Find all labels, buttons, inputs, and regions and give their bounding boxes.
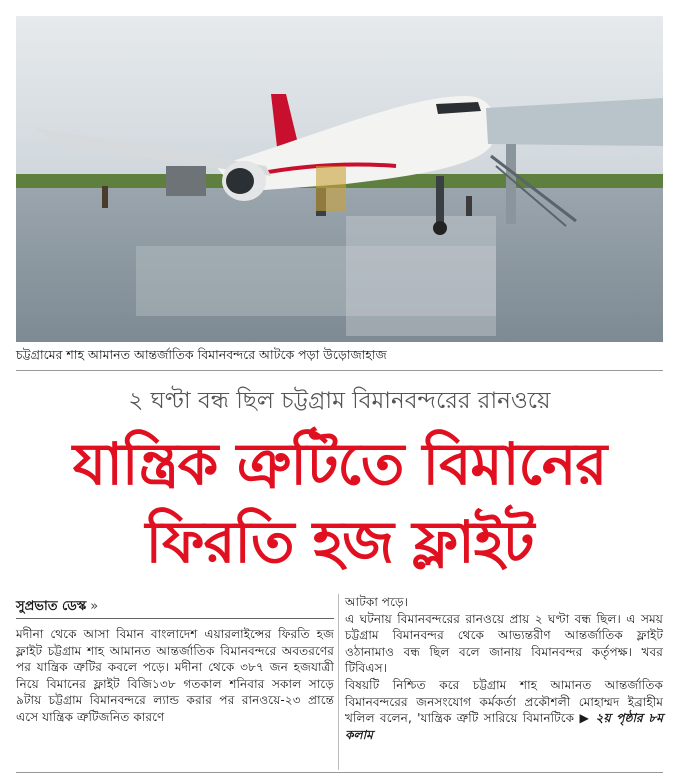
photo-caption: চট্টগ্রামের শাহ আমানত আন্তর্জাতিক বিমানবন্দরে আটকে পড়া উড়োজাহাজ <box>16 347 387 362</box>
byline <box>16 598 98 616</box>
body-paragraph: মদীনা থেকে আসা বিমান বাংলাদেশ এয়ারলাইন্সের ফিরতি হজ ফ্লাইট চট্টগ্রাম শাহ আমানত আন্তর্জাতিক বিমানবন্দরে অবতরণের পর যান্ত্রিক ত্রুটির কবলে পড়ে। মদীনা থেকে ৩৮৭ জন হজযাত্রী নিয়ে বিমানের ফ্লাইট বিজি১৩৮ গতকাল শনিবার সকাল সাড়ে ৯টায় চট্টগ্রাম বিমানবন্দরে ল্যান্ড করার পর রানওয়ে-২৩ প্রান্তে এসে যান্ত্রিক ত্রুটিজনিত কারণে <box>16 627 334 724</box>
news-photo <box>16 16 663 342</box>
aircraft-on-wet-tarmac-image <box>16 16 663 342</box>
article-column-left <box>16 626 334 726</box>
kicker-headline: ২ ঘণ্টা বন্ধ ছিল চট্টগ্রাম বিমানবন্দরের রানওয়ে <box>128 388 551 414</box>
byline-marker: » <box>90 599 99 614</box>
article-column-right <box>345 594 663 743</box>
continued-arrow-icon: ▶ <box>579 711 591 726</box>
column-divider <box>338 594 339 770</box>
byline-text: সুপ্রভাত ডেস্ক <box>16 599 87 614</box>
continued-reference[interactable]: ২য় পৃষ্ঠার ৮ম কলাম <box>345 711 664 742</box>
body-text: বিষয়টি নিশ্চিত করে চট্টগ্রাম শাহ আমানত আন্তর্জাতিক বিমানবন্দরের জনসংযোগ কর্মকর্তা প্রকৌশলী মোহাম্মদ ইব্রাহীম খলিল বলেন, 'যান্ত্রিক ত্রুটি সারিয়ে বিমানটিকে <box>345 677 663 726</box>
headline-line-2: ফিরতি হজ ফ্লাইট <box>145 508 534 576</box>
body-paragraph: আটকা পড়ে। <box>345 595 409 609</box>
main-headline <box>16 432 663 574</box>
body-paragraph <box>345 677 663 743</box>
body-paragraph: এ ঘটনায় বিমানবন্দরের রানওয়ে প্রায় ২ ঘণ্টা বন্ধ ছিল। এ সময় চট্টগ্রাম বিমানবন্দর থেকে আভ্যন্তরীণ আন্তর্জাতিক ফ্লাইট ওঠানামাও বন্ধ ছিল বলে জানায় বিমানবন্দর কর্তৃপক্ষ। খবর টিবিএস। <box>345 611 663 676</box>
bottom-divider <box>16 772 663 773</box>
byline-divider <box>16 618 334 619</box>
headline-line-1: যান্ত্রিক ত্রুটিতে বিমানের <box>72 430 607 498</box>
caption-divider <box>16 370 663 371</box>
